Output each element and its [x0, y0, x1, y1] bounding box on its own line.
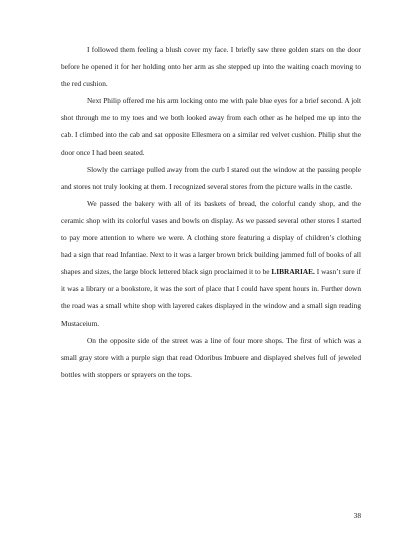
- paragraph: Slowly the carriage pulled away from the curb I stared out the window at the passing people and stores not truly looking at them. I recognized several stores from the picture walls in the castle.: [61, 164, 361, 191]
- body-text: [61, 41, 361, 383]
- store-sign-bold: LIBRARIAE.: [271, 267, 315, 277]
- paragraph: On the opposite side of the street was a line of four more shops. The first of which was a small gray store with a purple sign that read Odoribus Imbuere and displayed shelves full of jeweled bottles with stoppers or sprayers on the tops.: [61, 335, 361, 379]
- paragraph: [61, 195, 361, 332]
- paragraph: Next Philip offered me his arm locking onto me with pale blue eyes for a brief second. A jolt shot through me to my toes and we both looked away from each other as he helped me up into the cab. I climbed into the cab and sat opposite Ellesmera on a similar red velvet cushion. Philip shut the door once I had been seated.: [61, 96, 361, 157]
- paragraph-text: I wasn’t sure if it was a library or a bookstore, it was the sort of place that I could have spent hours in. Further down the road was a small white shop with layered cakes displayed in the window and a small sign reading Mustaceium.: [61, 267, 361, 328]
- paragraph: I followed them feeling a blush cover my face. I briefly saw three golden stars on the door before he opened it for her holding onto her arm as she stepped up into the waiting coach moving to the red cushion.: [61, 45, 361, 89]
- paragraph-text: We passed the bakery with all of its baskets of bread, the colorful candy shop, and the ceramic shop with its colorful vases and bowls on display. As we passed several other stores I started to pay more attention to where we were. A clothing store featuring a display of children’s clothing had a sign that read Infantiae. Next to it was a larger brown brick building jammed full of books of all shapes and sizes, the large block lettered black sign proclaimed it to be: [61, 198, 361, 277]
- page-number: 38: [353, 511, 361, 520]
